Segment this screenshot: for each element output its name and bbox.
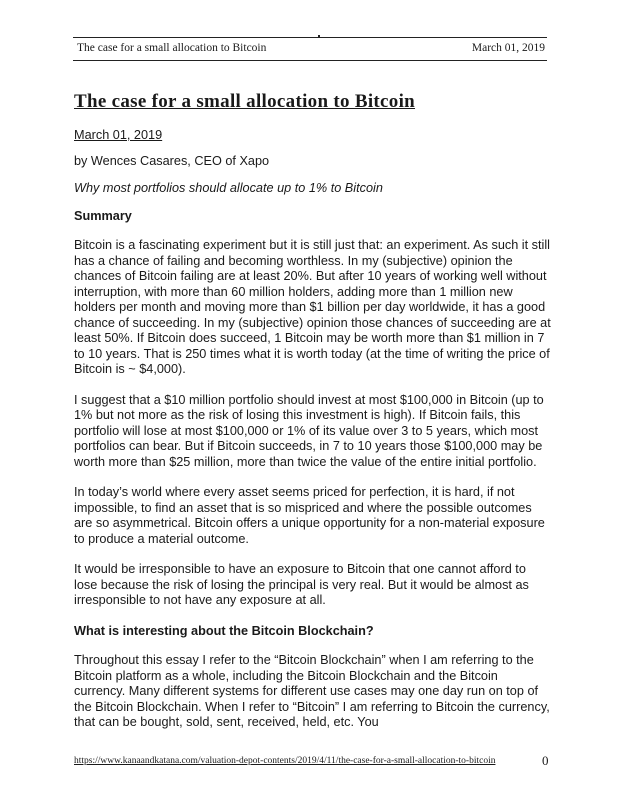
summary-paragraph-4: It would be irresponsible to have an exposure to Bitcoin that one cannot afford to lose because the risk of losing the principal is very real. But it would be almost as irresponsible to not have any exposure at all.	[74, 562, 529, 607]
header-title: The case for a small allocation to Bitcoin	[77, 42, 267, 54]
page-header	[73, 37, 547, 61]
header-divider-tick	[318, 35, 320, 38]
blockchain-heading: What is interesting about the Bitcoin Blockchain?	[74, 623, 374, 638]
footer-url-link[interactable]: https://www.kanaandkatana.com/valuation-depot-contents/2019/4/11/the-case-for-a-small-allocation-to-bitcoin	[74, 756, 496, 766]
summary-paragraph-2: I suggest that a $10 million portfolio should invest at most $100,000 in Bitcoin (up to 1% but not more as the risk of losing this investment is high). If Bitcoin fails, this portfolio will lose at most $100,000 or 1% of its value over 3 to 5 years, which most portfolios can bear. But if Bitcoin succeeds, in 7 to 10 years those $100,000 may be worth more than $25 million, more than twice the value of the entire initial portfolio.	[74, 392, 544, 469]
article-title[interactable]: The case for a small allocation to Bitcoin	[74, 91, 416, 112]
article-byline: by Wences Casares, CEO of Xapo	[74, 153, 270, 168]
page-number: 0	[542, 753, 549, 768]
article-date[interactable]: March 01, 2019	[74, 128, 163, 142]
blockchain-paragraph: Throughout this essay I refer to the “Bitcoin Blockchain” when I am referring to the Bitcoin platform as a whole, including the Bitcoin Blockchain and the Bitcoin currency. Many different systems for different use cases may one day run on top of the Bitcoin Blockchain. When I refer to “Bitcoin” I am referring to Bitcoin the currency, that can be bought, sold, sent, received, held, etc. You	[74, 653, 550, 729]
article-subtitle: Why most portfolios should allocate up to 1% to Bitcoin	[74, 181, 383, 195]
summary-paragraph-3: In today’s world where every asset seems priced for perfection, it is hard, if not impossible, to find an asset that is so mispriced and where the possible outcomes are so asymmetrical. Bitcoin offers a unique opportunity for a non-material exposure to produce a material outcome.	[74, 485, 545, 546]
header-date: March 01, 2019	[471, 42, 545, 54]
article-body	[74, 90, 552, 746]
summary-heading: Summary	[74, 208, 132, 223]
summary-paragraph-1: Bitcoin is a fascinating experiment but it is still just that: an experiment. As such it still has a chance of failing and becoming worthless. In my (subjective) opinion the chances of Bitcoin failing are at least 20%. But after 10 years of working well without interruption, with more than 60 million holders, adding more than 1 million new holders per month and moving more than $1 billion per day worldwide, it has a good chance of succeeding. In my (subjective) opinion those chances of succeeding are at least 50%. If Bitcoin does succeed, 1 Bitcoin may be worth more than $1 million in 7 to 10 years. That is 250 times what it is worth today (at the time of writing the price of Bitcoin is ~ $4,000).	[74, 238, 551, 376]
